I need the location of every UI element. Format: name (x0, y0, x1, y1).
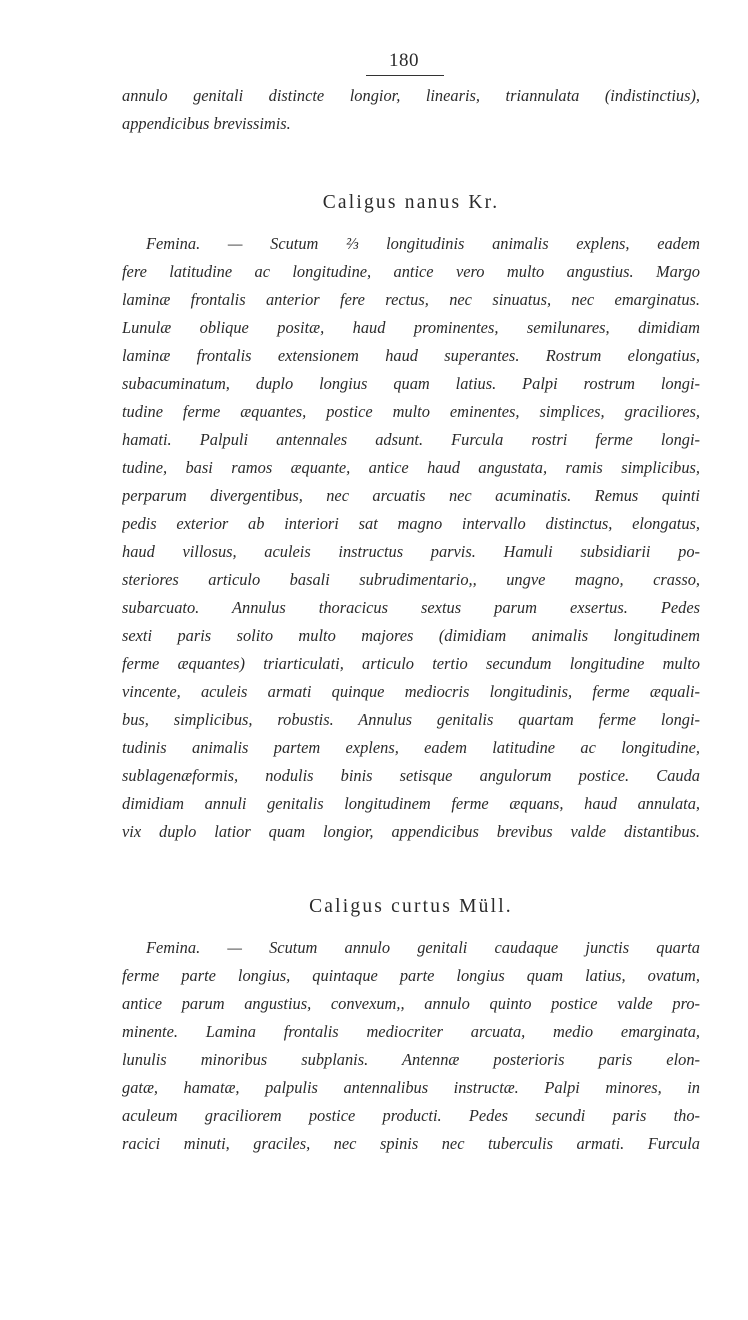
text-line: gatæ, hamatæ, palpulis antennalibus instructæ. Palpi minores, in (122, 1078, 700, 1097)
text-line: sublagenæformis, nodulis binis setisque angulorum postice. Cauda (122, 766, 700, 785)
text-line: tudine, basi ramos æquante, antice haud angustata, ramis simplicibus, (122, 458, 700, 477)
text-line: Femina. — Scutum ⅔ longitudinis animalis explens, eadem (146, 234, 700, 253)
species-heading-curtus: Caligus curtus Müll. (309, 896, 513, 917)
text-line: hamati. Palpuli antennales adsunt. Furcula rostri ferme longi- (122, 430, 700, 449)
text-line: vincente, aculeis armati quinque mediocris longitudinis, ferme æquali- (122, 682, 700, 701)
text-line: subarcuato. Annulus thoracicus sextus parum exsertus. Pedes (122, 598, 700, 617)
text-line: racici minuti, graciles, nec spinis nec tuberculis armati. Furcula (122, 1134, 700, 1153)
text-line: Femina. — Scutum annulo genitali caudaque junctis quarta (146, 938, 700, 957)
text-line: lunulis minoribus subplanis. Antennæ posterioris paris elon- (122, 1050, 700, 1069)
text-line: haud villosus, aculeis instructus parvis. Hamuli subsidiarii po- (122, 542, 700, 561)
text-line: minente. Lamina frontalis mediocriter arcuata, medio emarginata, (122, 1022, 700, 1041)
text-line: steriores articulo basali subrudimentario,, ungve magno, crasso, (122, 570, 700, 589)
description-curtus (122, 934, 700, 1158)
text-line: ferme parte longius, quintaque parte longius quam latius, ovatum, (122, 966, 700, 985)
page-number-rule (366, 75, 444, 76)
page-number: 180 (389, 50, 419, 71)
text-line: laminæ frontalis anterior fere rectus, nec sinuatus, nec emarginatus. (122, 290, 700, 309)
text-line: ferme æquantes) triarticulati, articulo tertio secundum longitudine multo (122, 654, 700, 673)
text-line: aculeum graciliorem postice producti. Pedes secundi paris tho- (122, 1106, 700, 1125)
text-line: bus, simplicibus, robustis. Annulus genitalis quartam ferme longi- (122, 710, 700, 729)
species-heading-nanus: Caligus nanus Kr. (322, 192, 500, 213)
text-line: subacuminatum, duplo longius quam latius. Palpi rostrum longi- (122, 374, 700, 393)
text-line: tudinis animalis partem explens, eadem latitudine ac longitudine, (122, 738, 700, 757)
text-line: sexti paris solito multo majores (dimidiam animalis longitudinem (122, 626, 700, 645)
text-line: perparum divergentibus, nec arcuatis nec acuminatis. Remus quinti (122, 486, 700, 505)
text-line: fere latitudine ac longitudine, antice vero multo angustius. Margo (122, 262, 700, 281)
text-line: Lunulæ oblique positæ, haud prominentes, semilunares, dimidiam (122, 318, 700, 337)
text-line: laminæ frontalis extensionem haud superantes. Rostrum elongatius, (122, 346, 700, 365)
text-line: dimidiam annuli genitalis longitudinem ferme æquans, haud annulata, (122, 794, 700, 813)
text-line: annulo genitali distincte longior, linearis, triannulata (indistinctius), (122, 86, 700, 105)
intro-paragraph (122, 82, 700, 138)
text-line: tudine ferme æquantes, postice multo eminentes, simplices, graciliores, (122, 402, 700, 421)
description-nanus (122, 230, 700, 846)
text-line: vix duplo latior quam longior, appendicibus brevibus valde distantibus. (122, 822, 700, 841)
text-line: appendicibus brevissimis. (122, 114, 291, 133)
text-line: pedis exterior ab interiori sat magno intervallo distinctus, elongatus, (122, 514, 700, 533)
text-line: antice parum angustius, convexum,, annulo quinto postice valde pro- (122, 994, 700, 1013)
